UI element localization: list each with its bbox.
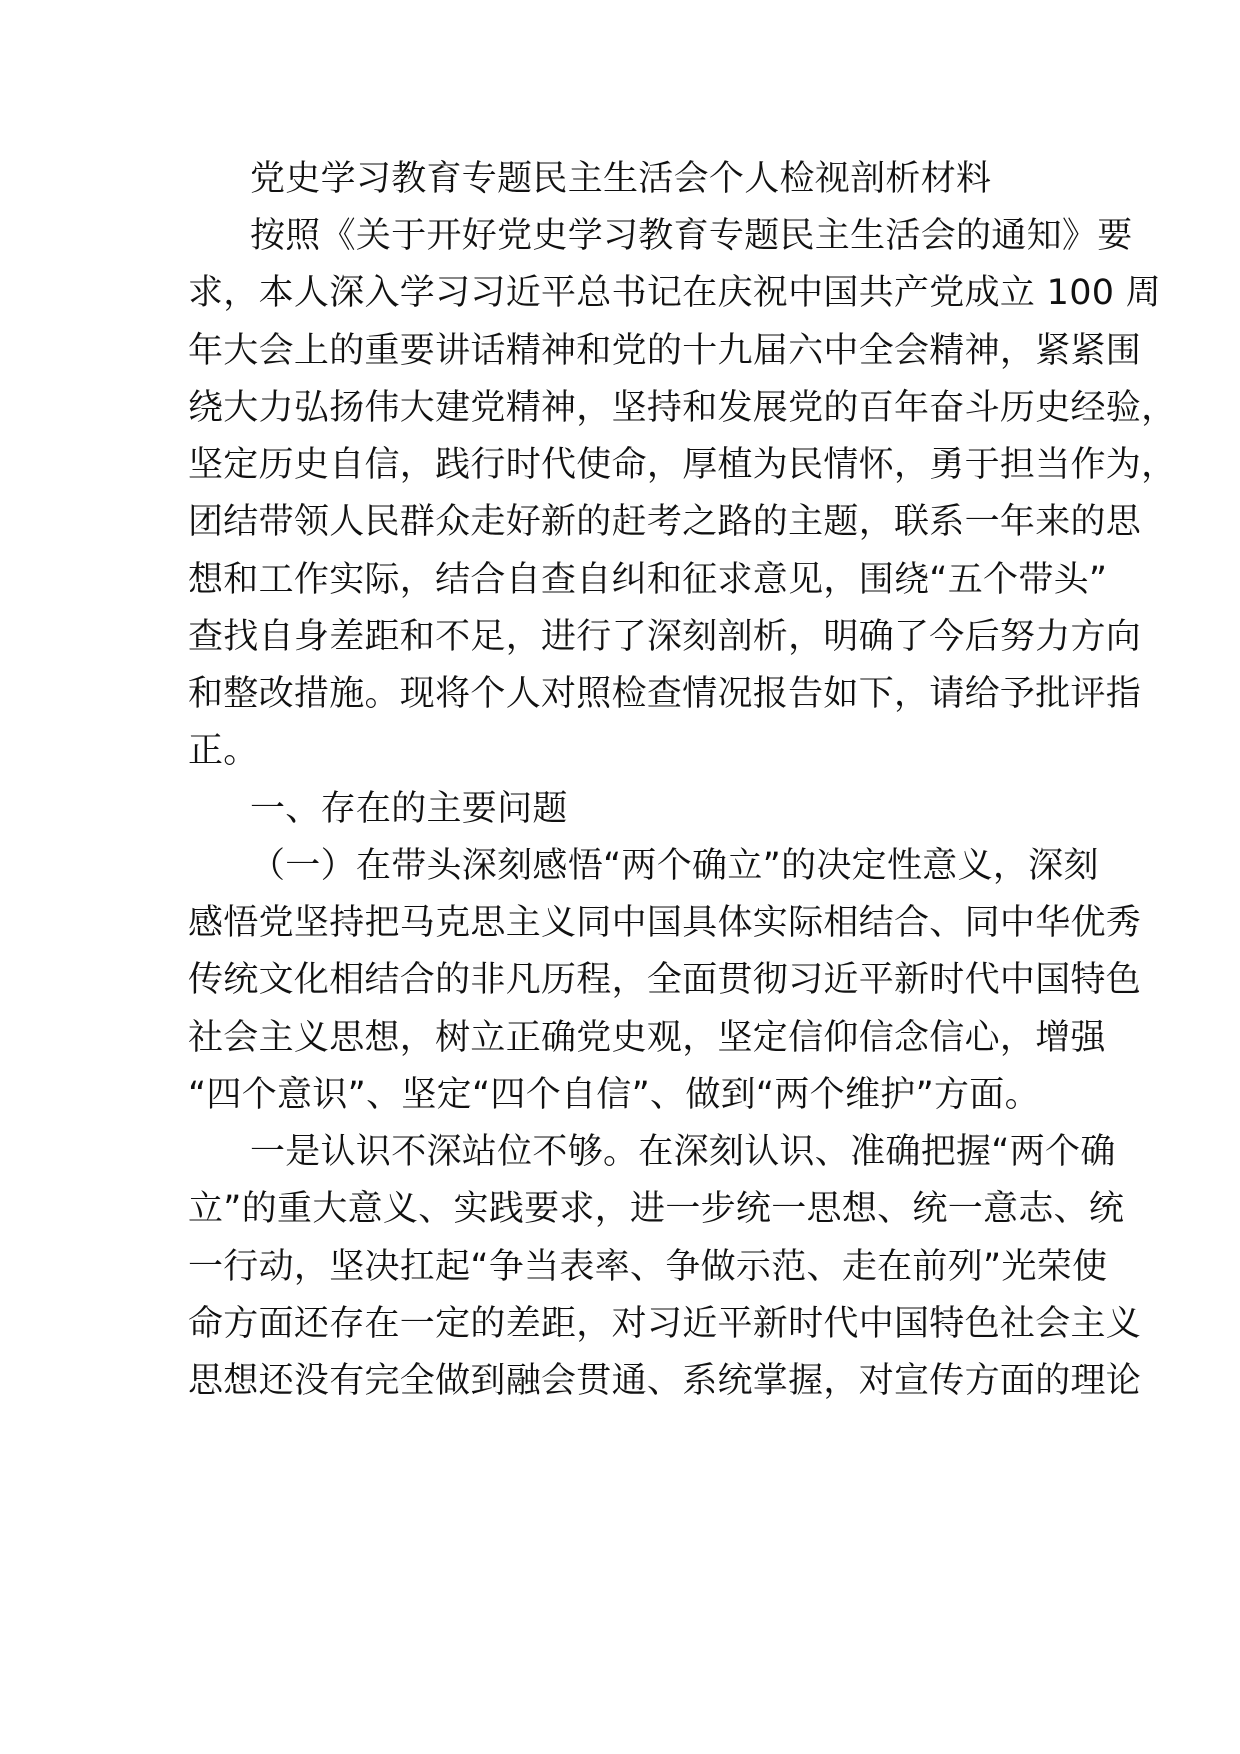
paragraph-line: 年大会上的重要讲话精神和党的十九届六中全会精神，紧紧围 [188, 331, 1142, 371]
paragraph-line: 求，本人深入学习习近平总书记在庆祝中国共产党成立 100 周 [188, 273, 1162, 313]
paragraph-line: 一是认识不深站位不够。在深刻认识、准确把握“两个确 [250, 1132, 1116, 1172]
paragraph-line: 传统文化相结合的非凡历程，全面贯彻习近平新时代中国特色 [188, 960, 1142, 1000]
paragraph-line: 按照《关于开好党史学习教育专题民主生活会的通知》要 [250, 216, 1133, 256]
paragraph-line: “四个意识”、坚定“四个自信”、做到“两个维护”方面。 [188, 1075, 1040, 1115]
paragraph-line: 和整改措施。现将个人对照检查情况报告如下，请给予批评指 [188, 674, 1142, 714]
paragraph-line: 一行动，坚决扛起“争当表率、争做示范、走在前列”光荣使 [188, 1247, 1108, 1287]
paragraph-line: 命方面还存在一定的差距，对习近平新时代中国特色社会主义 [188, 1304, 1142, 1344]
paragraph-line: 感悟党坚持把马克思主义同中国具体实际相结合、同中华优秀 [188, 903, 1142, 943]
section-heading: 一、存在的主要问题 [250, 789, 568, 829]
paragraph-line: 绕大力弘扬伟大建党精神，坚持和发展党的百年奋斗历史经验， [188, 388, 1177, 428]
document-title: 党史学习教育专题民主生活会个人检视剖析材料 [250, 159, 992, 199]
paragraph-line: 思想还没有完全做到融会贯通、系统掌握，对宣传方面的理论 [188, 1361, 1142, 1401]
paragraph-line: 坚定历史自信，践行时代使命，厚植为民情怀，勇于担当作为， [188, 445, 1177, 485]
paragraph-line: 团结带领人民群众走好新的赶考之路的主题，联系一年来的思 [188, 502, 1142, 542]
paragraph-line: 立”的重大意义、实践要求，进一步统一思想、统一意志、统 [188, 1189, 1125, 1229]
paragraph-line: 社会主义思想，树立正确党史观，坚定信仰信念信心，增强 [188, 1018, 1106, 1058]
paragraph-line: （一）在带头深刻感悟“两个确立”的决定性意义，深刻 [250, 846, 1099, 886]
paragraph-line: 正。 [188, 731, 259, 771]
paragraph-line: 查找自身差距和不足，进行了深刻剖析，明确了今后努力方向 [188, 617, 1142, 657]
paragraph-line: 想和工作实际，结合自查自纠和征求意见，围绕“五个带头” [188, 560, 1108, 600]
